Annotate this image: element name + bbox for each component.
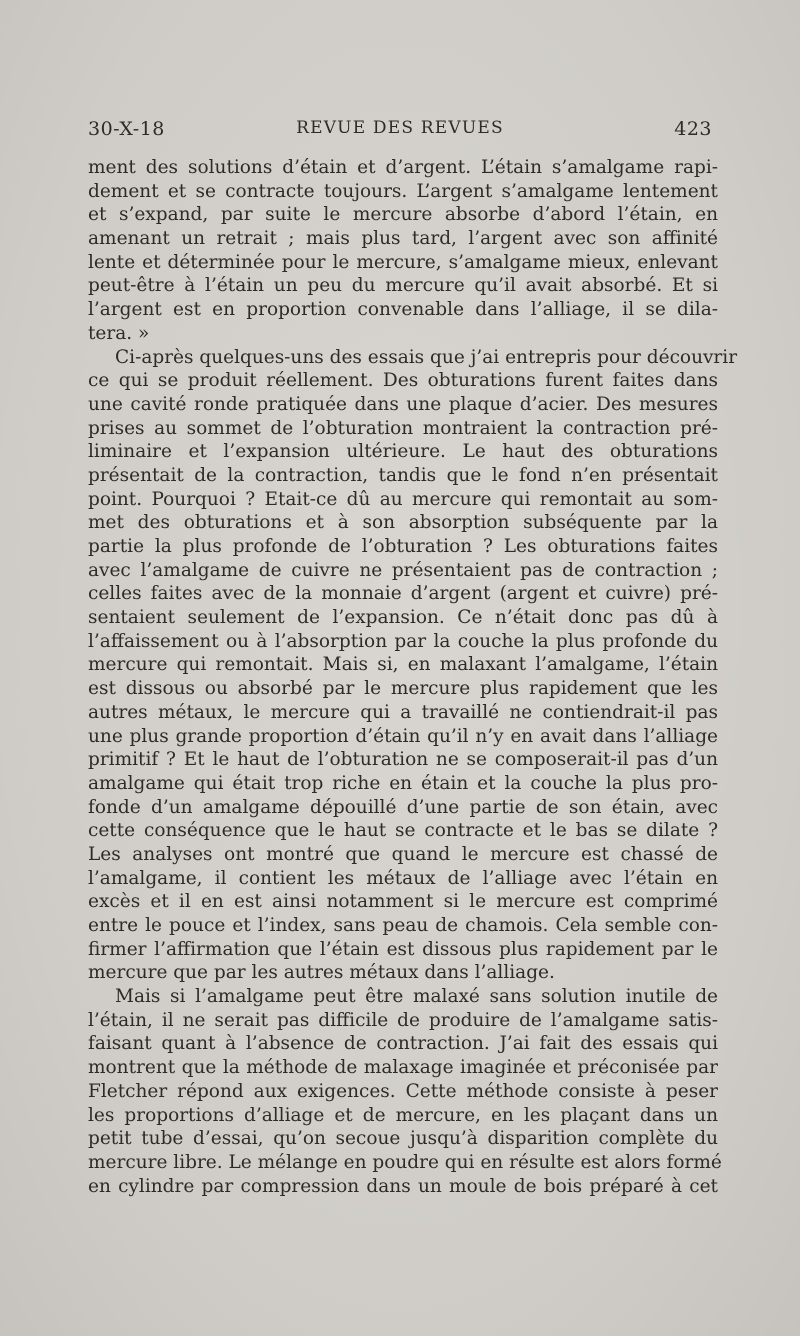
- running-header: [88, 118, 712, 148]
- text-line: faisant quant à l’absence de contraction. J’ai fait des essais qui: [88, 1033, 718, 1055]
- header-date: 30-X-18: [88, 118, 165, 140]
- header-journal-title: REVUE DES REVUES: [296, 118, 504, 138]
- text-line: est dissous ou absorbé par le mercure plus rapidement que les: [88, 678, 718, 700]
- text-line: Ci-après quelques-uns des essais que j’ai entrepris pour découvrir: [115, 346, 738, 368]
- text-line: présentait de la contraction, tandis que le fond n’en présentait: [88, 464, 718, 486]
- text-line: firmer l’affirmation que l’étain est dissous plus rapidement par le: [88, 938, 718, 960]
- text-line: une plus grande proportion d’étain qu’il n’y en avait dans l’alliage: [88, 725, 718, 747]
- text-line: peut-être à l’étain un peu du mercure qu’il avait absorbé. Et si: [88, 275, 718, 297]
- text-line: ce qui se produit réellement. Des obturations furent faites dans: [88, 370, 718, 392]
- text-line: une cavité ronde pratiquée dans une plaque d’acier. Des mesures: [88, 393, 718, 415]
- text-line: Les analyses ont montré que quand le mercure est chassé de: [88, 843, 718, 865]
- text-line: lente et déterminée pour le mercure, s’amalgame mieux, enlevant: [88, 251, 718, 273]
- text-line: amalgame qui était trop riche en étain et la couche la plus pro-: [88, 772, 718, 794]
- text-line: excès et il en est ainsi notamment si le mercure est comprimé: [88, 891, 718, 913]
- text-line: les proportions d’alliage et de mercure, en les plaçant dans un: [88, 1104, 718, 1126]
- body-text: [88, 156, 738, 1198]
- text-line: sentaient seulement de l’expansion. Ce n’était donc pas dû à: [88, 607, 718, 629]
- text-line: celles faites avec de la monnaie d’argent (argent et cuivre) pré-: [88, 583, 718, 605]
- text-line: l’étain, il ne serait pas difficile de produire de l’amalgame satis-: [88, 1009, 718, 1031]
- text-line: Fletcher répond aux exigences. Cette méthode consiste à peser: [88, 1080, 718, 1102]
- text-line: liminaire et l’expansion ultérieure. Le haut des obturations: [88, 441, 718, 463]
- text-line: ment des solutions d’étain et d’argent. L’étain s’amalgame rapi-: [88, 157, 718, 178]
- text-line: mercure qui remontait. Mais si, en malaxant l’amalgame, l’étain: [88, 654, 718, 676]
- text-line: l’affaissement ou à l’absorption par la couche la plus profonde du: [88, 630, 718, 652]
- text-line: et s’expand, par suite le mercure absorbe d’abord l’étain, en: [88, 204, 718, 226]
- text-line: entre le pouce et l’index, sans peau de chamois. Cela semble con-: [88, 915, 718, 936]
- text-line: mercure libre. Le mélange en poudre qui en résulte est alors formé: [88, 1151, 722, 1173]
- text-line: Mais si l’amalgame peut être malaxé sans solution inutile de: [115, 986, 718, 1008]
- text-line: point. Pourquoi ? Etait-ce dû au mercure qui remontait au som-: [88, 488, 718, 510]
- text-line: prises au sommet de l’obturation montraient la contraction pré-: [88, 417, 718, 439]
- text-line: primitif ? Et le haut de l’obturation ne se composerait-il pas d’un: [88, 749, 718, 771]
- text-line: petit tube d’essai, qu’on secoue jusqu’à disparition complète du: [88, 1128, 718, 1150]
- text-line: autres métaux, le mercure qui a travaillé ne contiendrait-il pas: [88, 701, 718, 723]
- text-line: fonde d’un amalgame dépouillé d’une partie de son étain, avec: [88, 796, 718, 818]
- text-line: avec l’amalgame de cuivre ne présentaient pas de contraction ;: [88, 559, 718, 581]
- text-line: montrent que la méthode de malaxage imaginée et préconisée par: [88, 1057, 718, 1079]
- text-line: en cylindre par compression dans un moule de bois préparé à cet: [88, 1175, 718, 1197]
- text-line: tera. »: [88, 322, 150, 344]
- text-line: mercure que par les autres métaux dans l’alliage.: [88, 962, 555, 984]
- text-line: dement et se contracte toujours. L’argent s’amalgame lentement: [88, 180, 718, 202]
- text-line: cette conséquence que le haut se contracte et le bas se dilate ?: [88, 820, 718, 842]
- page-number: 423: [674, 118, 712, 140]
- text-line: amenant un retrait ; mais plus tard, l’argent avec son affinité: [88, 228, 718, 250]
- text-line: l’amalgame, il contient les métaux de l’alliage avec l’étain en: [88, 867, 718, 889]
- text-line: partie la plus profonde de l’obturation ? Les obturations faites: [88, 536, 718, 557]
- text-line: l’argent est en proportion convenable dans l’alliage, il se dila-: [88, 299, 718, 321]
- text-line: met des obturations et à son absorption subséquente par la: [88, 512, 718, 534]
